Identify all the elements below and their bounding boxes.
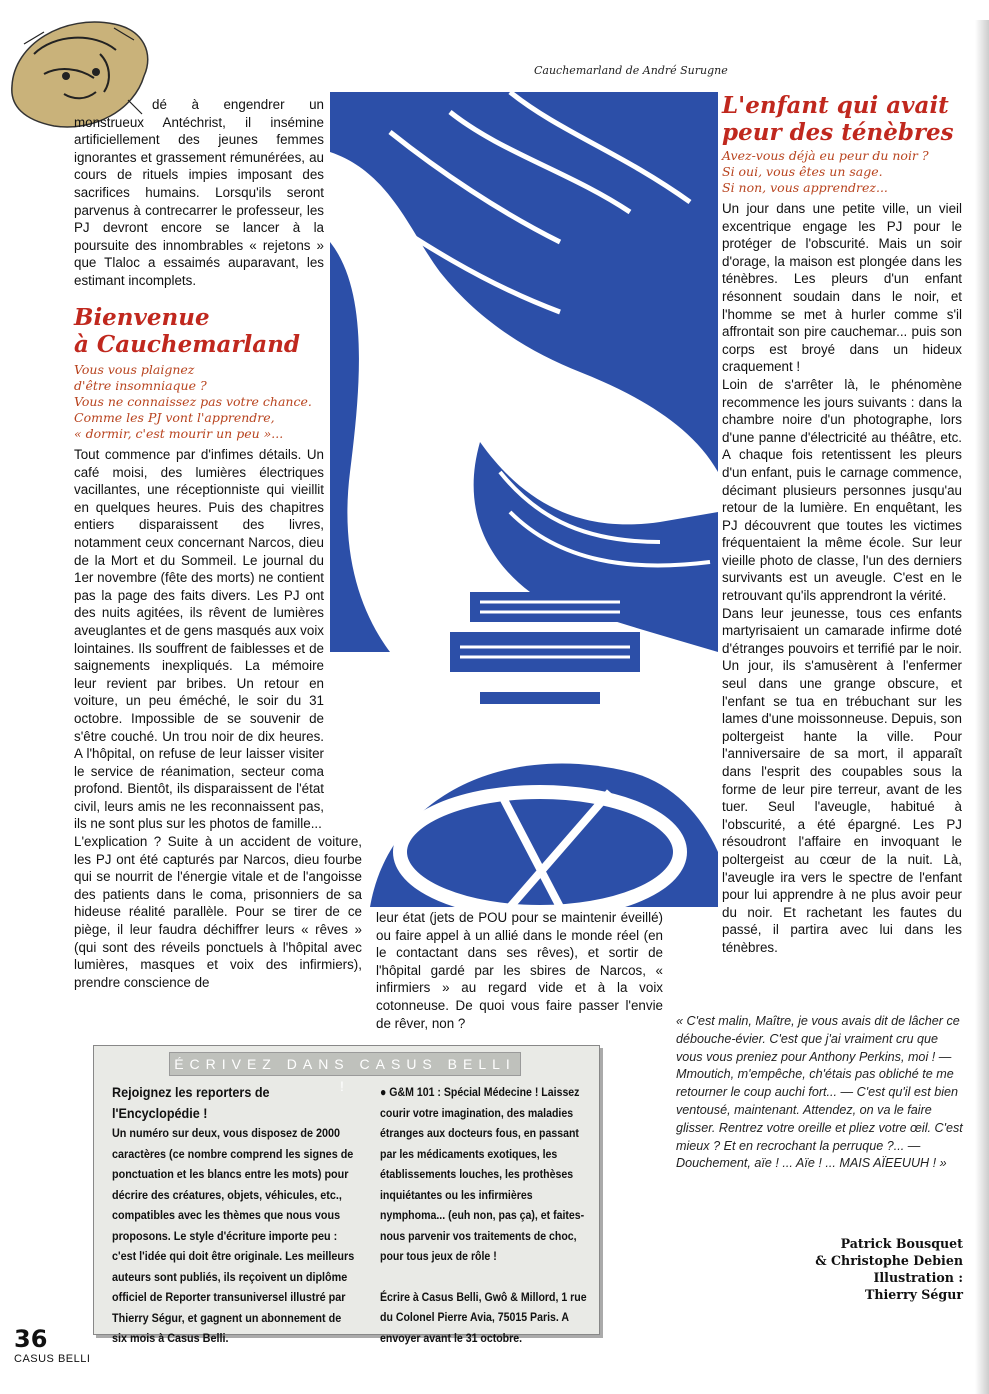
author-2: & Christophe Debien [815, 1253, 963, 1268]
page-number: 36 [14, 1325, 48, 1353]
article2-kicker-1: Avez-vous déjà eu peur du noir ? [722, 148, 929, 163]
article2-paragraph-3: Dans leur jeunesse, tous ces enfants martyrisaient un camarade infirme doté d'étranges pouvoirs et terrifié par le noir. Un jour, ils s'amusèrent à l'enfermer seul dans une grange obscure, et l'enfant se tua en trébuchant sur les lames d'une moissonneuse. Depuis, son poltergeist hante la ville. Pour l'anniversaire de sa mort, il apparaît dans l'esprit des coupables sous la forme de leur pire terreur, avant de les tuer. Seul l'aveugle, habitué à l'obscurité, a été épargné. Les PJ résoudront l'affaire en invoquant le poltergeist au cœur de la nuit. Là, l'aveugle ira vers le spectre de l'enfant pour lui apprendre à ne plus avoir peur du noir. Et rachetant les fautes du passé, il partira avec lui dans les ténèbres. [722, 605, 963, 955]
article2-kicker-2: Si oui, vous êtes un sage. [722, 164, 883, 179]
article1-middle-column [376, 909, 663, 1032]
callout-banner: ÉCRIVEZ DANS CASUS BELLI ! [169, 1052, 521, 1076]
article1-kicker-5: « dormir, c'est mourir un peu »... [74, 426, 284, 441]
article1-paragraph-3: leur état (jets de POU pour se maintenir éveillé) ou faire appel à un allié dans le monde réel (en le contactant dans ses rêves), et sortir de l'hôpital gardé par les sbires de Narcos, « infirmiers » au regard vide et à la voix cotonneuse. De quoi vous faire passer l'envie de rêver, non ? [376, 910, 663, 1031]
callout-right-text: ● G&M 101 : Spécial Médecine ! Laissez courir votre imagination, des maladies étranges aux docteurs fous, en passant par les médicaments exotiques, les établissements louches, les prothèses inquiétantes ou les infirmières nymphoma... (euh non, pas ça), et faites-nous parvenir vos traitements de choc, pour tous jeux de rôle ! [380, 1085, 585, 1263]
writers-callout-box [93, 1045, 600, 1345]
author-signature [815, 1235, 963, 1303]
article2-paragraph-2: Loin de s'arrêter là, le phénomène recommence les jours suivants : dans la chambre noire d'un photographe, lors d'une panne d'électricité au théâtre, etc. A chaque fois retentissent les pleurs d'un enfant, puis le carnage commence, décimant plusieurs personnes jusqu'au retour de la lumière. En enquêtant, les PJ découvrent que toutes les victimes fréquentaient la même école. Sur leur vieille photo de classe, l'un des derniers survivants est un aveugle. C'est en le retrouvant qu'ils apprendront la vérité. [722, 376, 962, 604]
article1-kicker-4: Comme les PJ vont l'apprendre, [74, 410, 275, 425]
article2-title-line2: peur des ténèbres [722, 119, 954, 146]
article2-column [722, 92, 962, 957]
magazine-name: CASUS BELLI [14, 1353, 91, 1365]
illustration-credit: Cauchemarland de André Surugne [534, 64, 728, 77]
article1-title-line2: à Cauchemarland [74, 331, 301, 358]
callout-left-column [112, 1082, 357, 1349]
intro-text: dé à engendrer un monstrueux Antéchrist, il insémine artificiellement des jeunes femmes ignorantes et grassement rémunérées, au cours de rituels impies imposant des sacrifices humains. Lorsqu'ils seront parvenus à contrecarrer le professeur, les PJ devront encore se lancer à la poursuite des innombrables « rejetons » que Tlaloc a essaimés auparavant, les estimant incomplets. [74, 97, 324, 288]
cover-illustration [330, 92, 718, 907]
author-1: Patrick Bousquet [840, 1236, 963, 1251]
article2-kicker-3: Si non, vous apprendrez... [722, 180, 888, 195]
article1-kicker-2: d'être insomniaque ? [74, 378, 207, 393]
intro-column [74, 96, 324, 290]
callout-right-column [380, 1082, 591, 1348]
article1-title-line1: Bienvenue [74, 304, 210, 331]
caption-quote: « C'est malin, Maître, je vous avais dit de lâcher ce débouche-évier. C'est que j'ai vraiment cru que vous vous preniez pour Anthony Perkins, moi ! — Mmoutich, m'empêche, ch'étais pas obliché te me retourner le coup auchi fort... — C'est qu'il est bien ventousé, maintenant. Attendez, on va le faire glisser. Rentrez votre oreille et pliez votre œil. C'est mieux ? Et en recrochant la perruque ?... — Douchement, aïe ! ... Aïe ! ... MAIS AÏEEUUH ! » [676, 1014, 963, 1171]
illustration-label: Illustration : [873, 1270, 963, 1285]
article1-paragraph-2: L'explication ? Suite à un accident de voiture, les PJ ont été capturés par Narcos, dieu fourbe qui se nourrit de l'énergie vitale et de l'angoisse des patients dans le coma, prisonniers de sa hideuse réalité parallèle. Pour se tirer de ce piège, il leur faudra déchiffrer leurs « rêves » (qui sont des réveils ponctuels à l'hôpital avec lumières, masques et voix des infirmiers), prendre conscience de [74, 834, 362, 990]
callout-left-text: Un numéro sur deux, vous disposez de 2000 caractères (ce nombre comprend les signes de ponctuation et les blancs entre les mots) pour décrire des créatures, objets, véhicules, etc., compatibles avec les thèmes que nous vous proposons. Le style d'écriture importe peu : c'est l'idée qui doit être originale. Les meilleurs auteurs sont publiés, ils reçoivent un diplôme officiel de Reporter transuniversel illustré par Thierry Ségur, et gagnent un abonnement de six mois à Casus Belli. [112, 1126, 355, 1345]
callout-address: Écrire à Casus Belli, Gwô & Millord, 1 rue du Colonel Pierre Avia, 75015 Paris. A envoyer avant le 31 octobre. [380, 1289, 587, 1345]
article1-kicker-3: Vous ne connaissez pas votre chance. [74, 394, 312, 409]
page-edge-shadow [975, 20, 989, 1394]
article2-title-line1: L'enfant qui avait [722, 92, 949, 119]
illustrator: Thierry Ségur [864, 1287, 963, 1302]
article1-paragraph-1: Tout commence par d'infimes détails. Un café moisi, des lumières électriques vacillantes, une réceptionniste qui vieillit en quelques heures. Puis des chapitres entiers disparaissent des livres, notamment ceux concernant Narcos, dieu de la Mort et du Sommeil. Le journal du 1er novembre (fête des morts) ne contient pas la page des faits divers. Les PJ ont des nuits agitées, ils rêvent de lumières aveuglantes et de gens masqués aux voix lointaines. Ils souffrent de faiblesses et de saignements inexpliqués. La mémoire leur revient par bribes. Un retour en voiture, un peu éméché, le soir du 31 octobre. Impossible de se souvenir de s'être couché. Un trou noir de dix heures. A l'hôpital, on refuse de leur laisser visiter le service de réanimation, secteur coma profond. Bientôt, ils disparaissent de l'état civil, leurs amis ne les reconnaissent pas, ils ne sont plus sur les photos de famille... [74, 447, 324, 832]
article2-paragraph-1: Un jour dans une petite ville, un vieil excentrique engage les PJ pour le protéger de l'obscurité. Mais un soir d'orage, la maison est plongée dans les ténèbres. Les pleurs d'un enfant résonnent soudain dans le noir, et l'homme se met à hurler comme s'il affrontait son pire cauchemar... puis son corps est broyé dans un hideux craquement ! [722, 201, 962, 375]
article1-kicker-1: Vous vous plaignez [74, 362, 195, 377]
callout-heading: Rejoignez les reporters de l'Encyclopédie ! [112, 1084, 270, 1121]
article1-left-column [74, 304, 362, 991]
